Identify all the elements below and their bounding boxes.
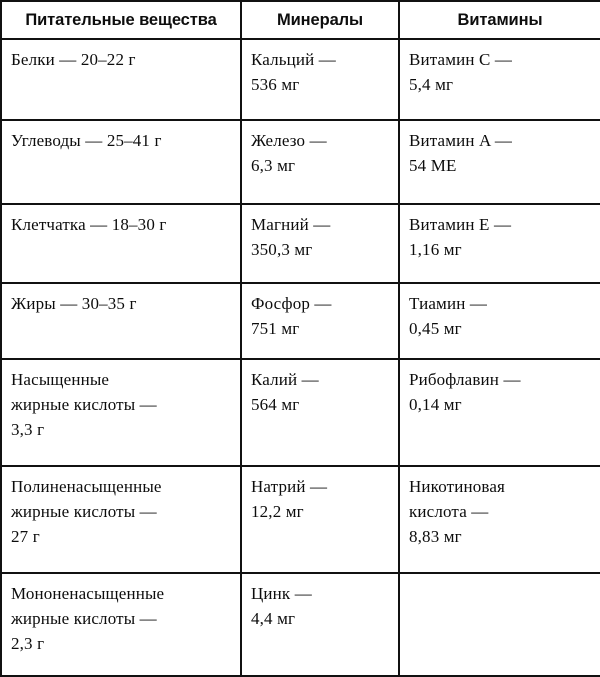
cell-minerals (241, 573, 399, 676)
table-row (1, 466, 600, 573)
cell-line: 0,14 мг (409, 395, 462, 414)
table-row (1, 120, 600, 204)
cell-line: Кальций — (251, 50, 336, 69)
cell-nutrients (1, 120, 241, 204)
column-header-vitamins: Витамины (399, 1, 600, 39)
cell-line: Мононенасыщенные (11, 584, 165, 603)
table-row (1, 573, 600, 676)
cell-line: Витамин E — (409, 215, 512, 234)
cell-line: Насыщенные (11, 370, 110, 389)
cell-line: Жиры — 30–35 г (11, 294, 137, 313)
table-row (1, 359, 600, 466)
cell-line: Железо — (251, 131, 327, 150)
table-row (1, 204, 600, 283)
cell-line: 54 МЕ (409, 156, 457, 175)
cell-line: Витамин C — (409, 50, 513, 69)
cell-line: 564 мг (251, 395, 300, 414)
cell-vitamins (399, 39, 600, 120)
cell-vitamins (399, 359, 600, 466)
cell-nutrients (1, 39, 241, 120)
cell-line: Витамин A — (409, 131, 513, 150)
table-body (1, 39, 600, 676)
cell-vitamins (399, 283, 600, 359)
cell-line: жирные кислоты — (11, 395, 157, 414)
cell-line: 350,3 мг (251, 240, 313, 259)
cell-line: Магний — (251, 215, 331, 234)
header-row (1, 1, 600, 39)
cell-minerals (241, 39, 399, 120)
cell-nutrients (1, 466, 241, 573)
cell-line: Фосфор — (251, 294, 332, 313)
cell-line: Калий — (251, 370, 319, 389)
table-row (1, 39, 600, 120)
cell-line: Углеводы — 25–41 г (11, 131, 162, 150)
cell-vitamins (399, 466, 600, 573)
cell-nutrients (1, 573, 241, 676)
cell-line: 27 г (11, 527, 40, 546)
cell-line: Никотиновая (409, 477, 505, 496)
cell-minerals (241, 466, 399, 573)
cell-line: 0,45 мг (409, 319, 462, 338)
cell-line: 536 мг (251, 75, 300, 94)
cell-line: 1,16 мг (409, 240, 462, 259)
cell-line: кислота — (409, 502, 489, 521)
table-header (1, 1, 600, 39)
cell-minerals (241, 283, 399, 359)
column-header-nutrients: Питательные вещества (1, 1, 241, 39)
cell-minerals (241, 120, 399, 204)
cell-vitamins (399, 204, 600, 283)
column-header-minerals: Минералы (241, 1, 399, 39)
cell-line: жирные кислоты — (11, 609, 157, 628)
cell-nutrients (1, 359, 241, 466)
cell-line: 5,4 мг (409, 75, 454, 94)
cell-line: Белки — 20–22 г (11, 50, 136, 69)
cell-line: 2,3 г (11, 634, 45, 653)
cell-line: 8,83 мг (409, 527, 462, 546)
cell-line: 6,3 мг (251, 156, 296, 175)
cell-line: 3,3 г (11, 420, 45, 439)
cell-minerals (241, 204, 399, 283)
cell-line: жирные кислоты — (11, 502, 157, 521)
cell-vitamins (399, 120, 600, 204)
cell-minerals (241, 359, 399, 466)
cell-line: Полиненасыщенные (11, 477, 162, 496)
cell-line: 4,4 мг (251, 609, 296, 628)
cell-line: Тиамин — (409, 294, 488, 313)
cell-line: Натрий — (251, 477, 328, 496)
cell-line: Рибофлавин — (409, 370, 521, 389)
table-row (1, 283, 600, 359)
cell-nutrients (1, 204, 241, 283)
cell-line: Клетчатка — 18–30 г (11, 215, 167, 234)
cell-line: Цинк — (251, 584, 312, 603)
cell-vitamins (399, 573, 600, 676)
cell-line: 751 мг (251, 319, 300, 338)
cell-nutrients (1, 283, 241, 359)
cell-line: 12,2 мг (251, 502, 304, 521)
